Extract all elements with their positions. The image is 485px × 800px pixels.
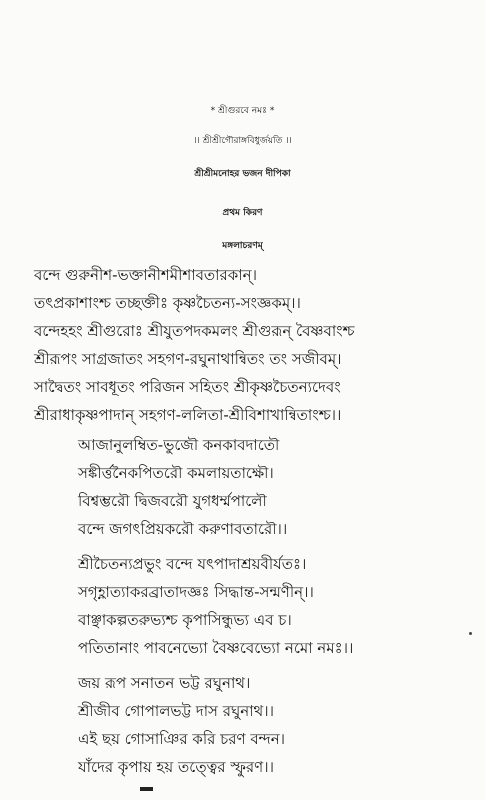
verse-line: সঙ্কীর্ত্তনৈকপিতরৌ কমলায়তাক্ষৌ। [78, 464, 274, 482]
verse-line: বাঞ্ছাকল্পতরুভ্যশ্চ কৃপাসিন্ধুভ্য এব চ। [78, 611, 292, 629]
verse-line: যাঁদের কৃপায় হয় তত্ত্বের স্ফুরণ।। [78, 758, 274, 776]
verse-line: বিশ্বম্ভরৌ দ্বিজবরৌ যুগধর্ম্মপালৌ [78, 492, 267, 510]
verse-line: শ্রীচৈতন্যপ্রভুং বন্দে যৎপাদাশ্রয়বীর্যতঃ। [78, 555, 307, 573]
verse-line: তৎপ্রকাশাংশ্চ তচ্ছক্তীঃ কৃষ্ণচৈতন্য-সংজ্ঞকম্।। [34, 294, 301, 312]
verse-line: শ্রীজীব গোপালভট্ট দাস রঘুনাথ।। [78, 702, 274, 720]
verse-line: বন্দেহহং শ্রীগুরোঃ শ্রীযুতপদকমলং শ্রীগুরূন্ বৈষ্ণবাংশ্চ [34, 322, 355, 340]
verse-line: পতিতানাং পাবনেভ্যো বৈষ্ণবেভ্যো নমো নমঃ।। [78, 639, 354, 657]
book-title: শ্রীশ্রীমনোহর ভজন দীপিকা [194, 169, 291, 179]
verse-line: সগৃহ্ণাত্যাকরব্রাতাদজ্ঞঃ সিদ্ধান্ত-সন্মণীন্।। [78, 583, 314, 601]
section-heading: মঙ্গলাচরণম্ [222, 241, 263, 251]
verse-line: বন্দে জগৎপ্রিয়করৌ করুণাবতারৌ।। [78, 520, 288, 538]
verse-line: জয় রূপ সনাতন ভট্ট রঘুনাথ। [78, 674, 251, 692]
verse-line: আজানুলম্বিত-ভুজৌ কনকাবদাতৌ [78, 436, 280, 454]
print-mark [140, 787, 153, 791]
verse-line: শ্রীরূপং সাগ্রজাতং সহগণ-রঘুনাথান্বিতং তং সজীবম্। [34, 350, 342, 368]
verse-line: সাদ্বৈতং সাবধূতং পরিজন সহিতং শ্রীকৃষ্ণচৈতন্যদেবং [34, 378, 341, 396]
verse-line: শ্রীরাধাকৃষ্ণপাদান্ সহগণ-ললিতা-শ্রীবিশাখান্বিতাংশ্চ।। [34, 406, 342, 424]
print-speck [469, 632, 472, 635]
invocation-line: * শ্রীগুরবে নমঃ * [210, 106, 275, 116]
chapter-heading: প্রথম কিরণ [222, 208, 263, 218]
glory-line: ।। শ্রীশ্রীগৌরাঙ্গবিধুর্জয়তি ।। [193, 136, 292, 146]
verse-line: বন্দে গুরুনীশ-ভক্তানীশমীশাবতারকান্। [34, 266, 257, 284]
verse-line: এই ছয় গোসাঞির করি চরণ বন্দন। [78, 730, 286, 748]
